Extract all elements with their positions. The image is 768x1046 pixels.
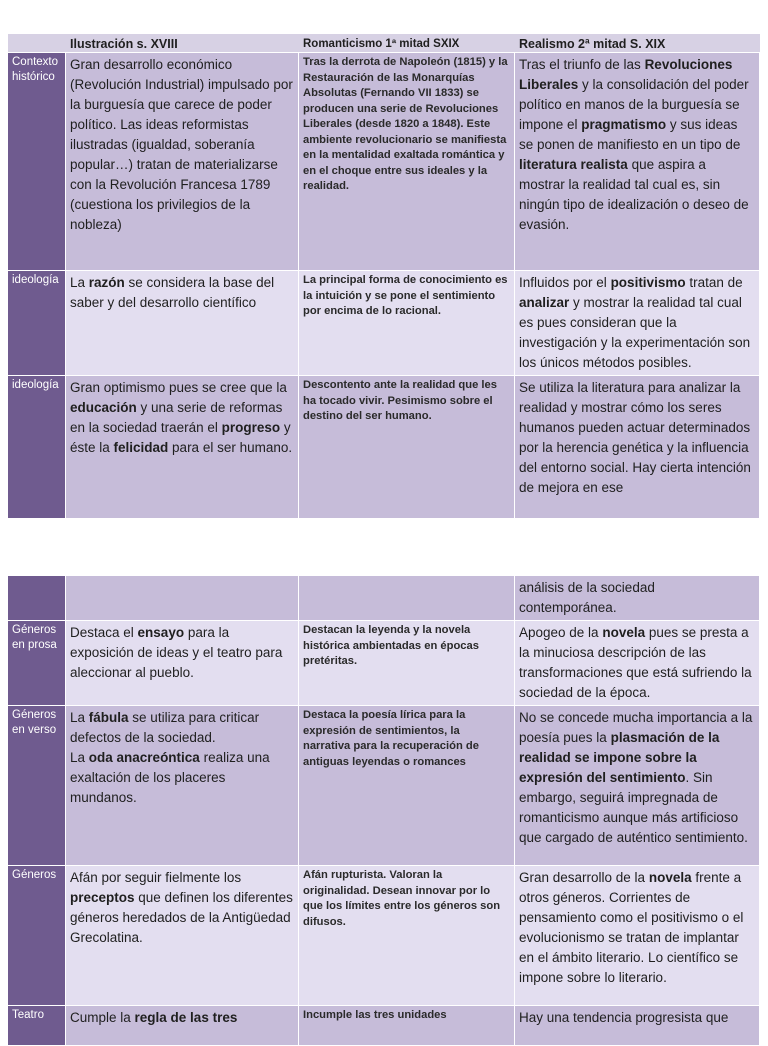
bold-text-segment: felicidad bbox=[113, 440, 169, 455]
cell-romanticismo bbox=[299, 866, 515, 1006]
cell-ilustracion bbox=[66, 706, 299, 866]
bold-text-segment: fábula bbox=[88, 710, 129, 725]
comparison-table-top bbox=[8, 34, 760, 519]
text-segment: Descontento ante la realidad que les ha tocado vivir. Pesimismo sobre el destino del ser humano. bbox=[303, 379, 497, 422]
text-segment: y una serie de reformas en la sociedad traerán el bbox=[70, 400, 283, 435]
text-segment: Afán rupturista. Valoran la bbox=[303, 869, 443, 881]
text-segment: Influidos por el bbox=[519, 275, 611, 290]
header-romanticismo: Romanticismo 1ª mitad SXIX bbox=[299, 34, 515, 53]
cell-realismo bbox=[515, 866, 760, 1006]
bold-text-segment: analizar bbox=[519, 295, 570, 310]
cell-ilustracion bbox=[66, 1006, 299, 1046]
text-segment: La bbox=[70, 750, 89, 765]
row-label: ideología bbox=[8, 376, 66, 519]
table-row-continuation bbox=[8, 576, 760, 621]
text-segment: Apogeo de la bbox=[519, 625, 603, 640]
text-segment: La bbox=[70, 275, 89, 290]
cell-realismo bbox=[515, 376, 760, 519]
cell-ilustracion bbox=[66, 576, 299, 621]
text-segment: frente a otros géneros. Corrientes de pensamiento como el positivismo o el evolucionismo se tratan de implantar en el ámbito literario. Lo científico se impone sobre lo literario. bbox=[519, 870, 744, 985]
cell-realismo bbox=[515, 706, 760, 866]
cell-ilustracion bbox=[66, 621, 299, 706]
header-empty-cell bbox=[8, 34, 66, 53]
row-label: ideología bbox=[8, 271, 66, 376]
comparison-table-bottom bbox=[8, 576, 760, 1046]
text-segment: Afán por seguir fielmente los bbox=[70, 870, 242, 885]
table-row-contexto bbox=[8, 53, 760, 271]
row-label: Teatro bbox=[8, 1006, 66, 1046]
cell-realismo bbox=[515, 271, 760, 376]
text-segment: se considera la base del saber y del desarrollo científico bbox=[70, 275, 275, 310]
cell-ilustracion bbox=[66, 376, 299, 519]
text-segment: Destaca la poesía lírica para la expresión de sentimientos, la narrativa para la recuperación de antiguas leyendas o romances bbox=[303, 709, 479, 768]
text-segment: Destacan la leyenda y la novela histórica ambientadas en épocas pretéritas. bbox=[303, 624, 479, 667]
bold-text-segment: positivismo bbox=[610, 275, 686, 290]
cell-romanticismo bbox=[299, 376, 515, 519]
bold-text-segment: novela bbox=[648, 870, 692, 885]
text-segment: tratan de bbox=[685, 275, 743, 290]
text-segment: y mostrar la realidad tal cual es pues consideran que la investigación y la experimentación son los únicos métodos posibles. bbox=[519, 295, 751, 370]
text-segment: que aspira a mostrar la realidad tal cual es, sin ningún tipo de idealización o deseo de evasión. bbox=[519, 157, 749, 232]
text-segment: Gran optimismo pues se cree que la bbox=[70, 380, 287, 395]
cell-realismo bbox=[515, 1006, 760, 1046]
cell-romanticismo bbox=[299, 576, 515, 621]
text-segment: Destaca el bbox=[70, 625, 138, 640]
table-row-generos-verso bbox=[8, 706, 760, 866]
bold-text-segment: plasmación de la realidad se impone sobre la expresión del sentimiento bbox=[519, 730, 720, 785]
cell-realismo bbox=[515, 53, 760, 271]
text-segment: Desean innovar por lo que los límites entre los géneros son difusos. bbox=[303, 884, 501, 928]
cell-ilustracion bbox=[66, 866, 299, 1006]
cell-romanticismo bbox=[299, 271, 515, 376]
text-segment: Incumple las tres unidades bbox=[303, 1009, 447, 1021]
text-segment: se utiliza para criticar defectos de la sociedad. bbox=[70, 710, 260, 745]
cell-realismo bbox=[515, 621, 760, 706]
text-segment: Tras el triunfo de las bbox=[519, 57, 645, 72]
row-label: Géneros en verso bbox=[8, 706, 66, 866]
bold-text-segment: pragmatismo bbox=[581, 117, 667, 132]
cell-realismo bbox=[515, 576, 760, 621]
header-realismo: Realismo 2ª mitad S. XIX bbox=[515, 34, 760, 53]
text-segment: Tras la derrota de Napoleón (1815) y la Restauración de las Monarquías Absolutas (Fernando VII 1833) se producen una serie de Revoluciones Liberales (desde 1820 a 1848). Este ambiente revolucionario se manifiesta en la mentalidad exaltada romántica y en el choque entre sus ideales y la realidad. bbox=[303, 56, 508, 192]
bold-text-segment: regla de las tres bbox=[134, 1010, 238, 1025]
text-segment: Cumple la bbox=[70, 1010, 135, 1025]
bold-text-segment: educación bbox=[70, 400, 137, 415]
text-segment: pues se presta a la minuciosa descripción de las transformaciones que está sufriendo la sociedad de la época. bbox=[519, 625, 752, 700]
text-segment: Gran desarrollo económico (Revolución Industrial) impulsado por la burguesía que carece de poder político. Las ideas reformistas ilustradas (igualdad, soberanía popular…) tratan de materializarse con la Revolución Francesa 1789 (cuestiona los privilegios de la nobleza) bbox=[70, 57, 293, 232]
bold-text-segment: literatura realista bbox=[519, 157, 628, 172]
bold-text-segment: oda anacreóntica bbox=[88, 750, 200, 765]
cell-ilustracion bbox=[66, 53, 299, 271]
row-label bbox=[8, 576, 66, 621]
text-segment: Hay una tendencia progresista que bbox=[519, 1010, 729, 1025]
text-segment: No se concede mucha importancia a la poesía pues la bbox=[519, 710, 753, 745]
bold-text-segment: originalidad. bbox=[303, 884, 370, 897]
table-row-generos-prosa bbox=[8, 621, 760, 706]
cell-romanticismo bbox=[299, 706, 515, 866]
text-segment: para la exposición de ideas y el teatro para aleccionar al pueblo. bbox=[70, 625, 283, 680]
bold-text-segment: progreso bbox=[221, 420, 281, 435]
text-segment: y éste la bbox=[70, 420, 291, 455]
table-row-ideologia-1 bbox=[8, 271, 760, 376]
table-row-ideologia-2 bbox=[8, 376, 760, 519]
bold-text-segment: razón bbox=[88, 275, 125, 290]
text-segment: y sus ideas se ponen de manifiesto en un tipo de bbox=[519, 117, 741, 152]
text-segment: realiza una exaltación de los placeres mundanos. bbox=[70, 750, 270, 805]
text-segment: Se utiliza la literatura para analizar la realidad y mostrar cómo los seres humanos pueden actuar determinados por la herencia genética y la influencia del entorno social. Hay cierta intención de mejora en ese bbox=[519, 380, 751, 495]
text-segment: La principal forma de conocimiento es la bbox=[303, 274, 508, 302]
text-segment: análisis de la sociedad contemporánea. bbox=[519, 580, 655, 615]
text-segment: para el ser humano. bbox=[168, 440, 293, 455]
bold-text-segment: ensayo bbox=[137, 625, 185, 640]
text-segment: . Sin embargo, seguirá impregnada de romanticismo aunque más artificioso que cargado de auténtico sentimiento. bbox=[519, 770, 748, 845]
cell-romanticismo bbox=[299, 53, 515, 271]
bold-text-segment: preceptos bbox=[70, 890, 135, 905]
header-ilustracion: Ilustración s. XVIII bbox=[66, 34, 299, 53]
header-row bbox=[8, 34, 760, 53]
text-segment: y se pone el sentimiento por encima de lo racional. bbox=[303, 289, 496, 317]
row-label: Géneros bbox=[8, 866, 66, 1006]
bold-text-segment: novela bbox=[602, 625, 646, 640]
text-segment: y la consolidación del poder político en manos de la burguesía se impone el bbox=[519, 77, 749, 132]
cell-romanticismo bbox=[299, 1006, 515, 1046]
text-segment: Gran desarrollo de la bbox=[519, 870, 649, 885]
row-label: Contexto histórico bbox=[8, 53, 66, 271]
table-row-generos bbox=[8, 866, 760, 1006]
row-label: Géneros en prosa bbox=[8, 621, 66, 706]
cell-romanticismo bbox=[299, 621, 515, 706]
cell-ilustracion bbox=[66, 271, 299, 376]
bold-text-segment: Revoluciones Liberales bbox=[519, 57, 733, 92]
table-row-teatro bbox=[8, 1006, 760, 1046]
text-segment: La bbox=[70, 710, 89, 725]
text-segment: que definen los diferentes géneros heredados de la Antigüedad Grecolatina. bbox=[70, 890, 293, 945]
bold-text-segment: intuición bbox=[315, 289, 363, 302]
